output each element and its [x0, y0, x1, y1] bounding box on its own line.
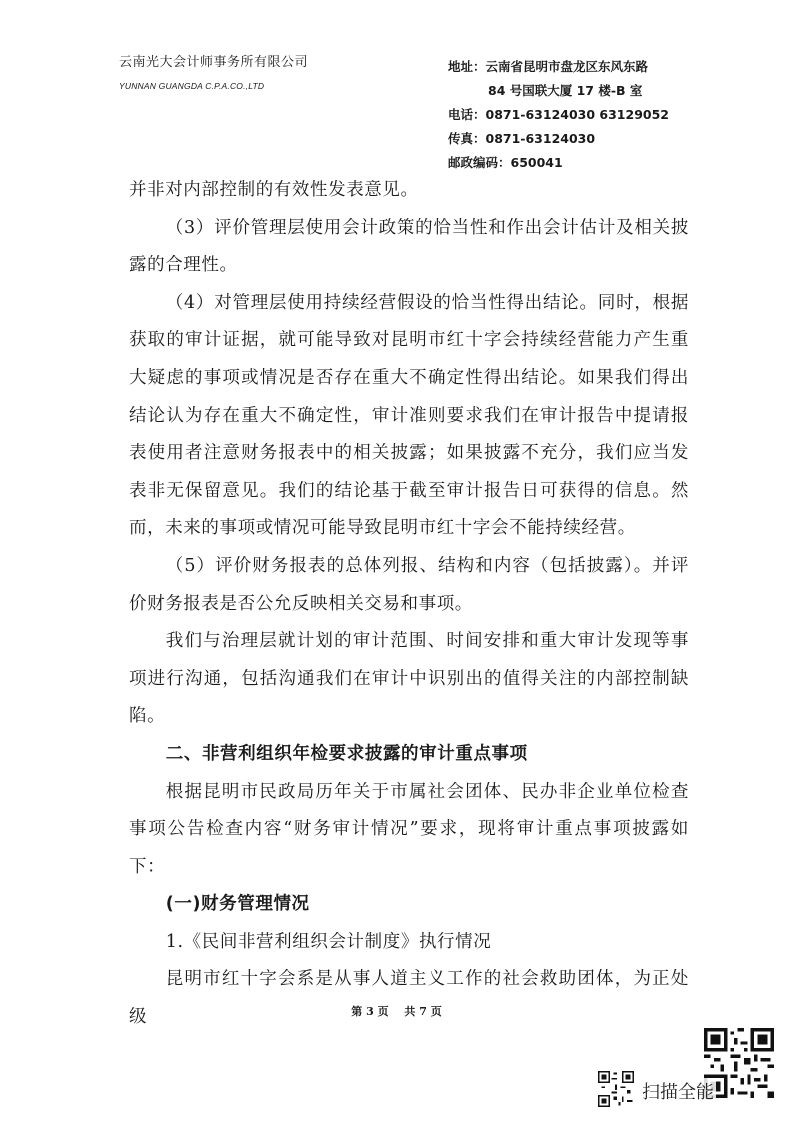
address-line-2: 84 号国联大厦 17 楼-B 室	[488, 83, 643, 98]
paragraph: 并非对内部控制的有效性发表意见。	[129, 180, 419, 200]
paragraph: 我们与治理层就计划的审计范围、时间安排和重大审计发现等事项进行沟通，包括沟通我们在审计中识别出的值得关注的内部控制缺陷。	[129, 631, 689, 727]
address-line-1: 地址：云南省昆明市盘龙区东风东路	[448, 59, 649, 74]
firm-name: 云南光大会计师事务所有限公司	[119, 55, 309, 70]
paragraph: 昆明市红十字会系是从事人道主义工作的社会救助团体，为正处级	[129, 969, 689, 1028]
scanner-watermark-label: 扫描全能	[640, 1078, 716, 1104]
firm-header	[119, 55, 308, 91]
subsection-heading: (一)财务管理情况	[165, 894, 310, 915]
phone: 电话：0871-63124030 63129052	[448, 107, 669, 122]
paragraph: 根据昆明市民政局历年关于市属社会团体、民办非企业单位检查事项公告检查内容“财务审计情况”要求，现将审计重点事项披露如下：	[129, 781, 689, 877]
postal-code: 邮政编码：650041	[448, 155, 563, 170]
page-total: 共 7 页	[404, 1005, 442, 1018]
fax: 传真：0871-63124030	[448, 131, 596, 146]
firm-name-english: YUNNAN GUANGDA C.P.A.CO.,LTD	[119, 81, 265, 91]
paragraph: （4）对管理层使用持续经营假设的恰当性得出结论。同时，根据获取的审计证据，就可能导致对昆明市红十字会持续经营能力产生重大疑虑的事项或情况是否存在重大不确定性得出结论。如果我们得出结论认为存在重大不确定性，审计准则要求我们在审计报告中提请报表使用者注意财务报表中的相关披露；如果披露不充分，我们应当发表非无保留意见。我们的结论基于截至审计报告日可获得的信息。然而，未来的事项或情况可能导致昆明市红十字会不能持续经营。	[129, 292, 689, 539]
qr-code-icon	[598, 1071, 634, 1107]
page-footer	[0, 1003, 793, 1019]
firm-contact	[448, 55, 669, 175]
list-item: 1.《民间非营利组织会计制度》执行情况	[165, 931, 492, 952]
document-body	[129, 172, 689, 1037]
paragraph: （3）评价管理层使用会计政策的恰当性和作出会计估计及相关披露的合理性。	[129, 217, 689, 276]
section-heading: 二、非营利组织年检要求披露的审计重点事项	[165, 743, 528, 764]
page-number: 第 3 页	[351, 1005, 389, 1018]
paragraph: （5）评价财务报表的总体列报、结构和内容（包括披露）。并评价财务报表是否公允反映相关交易和事项。	[129, 555, 689, 614]
